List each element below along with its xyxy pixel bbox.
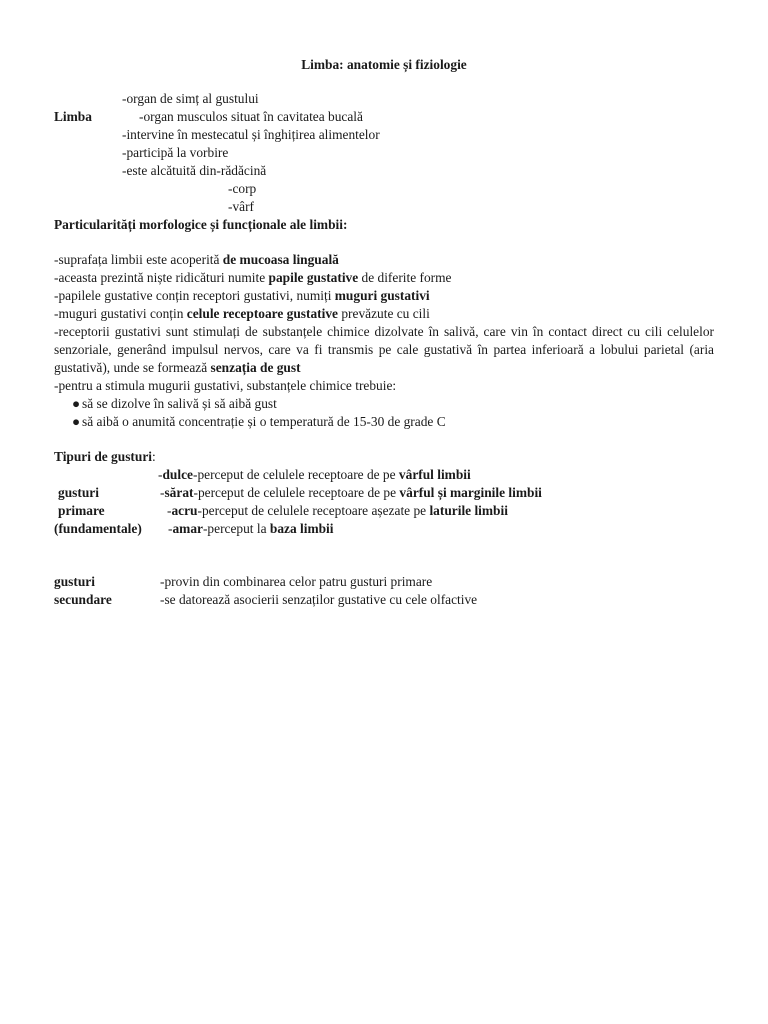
paragraph-justified xyxy=(54,323,714,377)
intro-item: -organ de simț al gustului xyxy=(122,91,259,106)
paragraph-line xyxy=(54,287,430,305)
text-run: -receptorii gustativi sunt stimulați de substanțele chimice dizolvate în salivă, care vin în contact direct cu cili celulelor senzoriale, generând impulsul nervos, care va fi transmis pe cale gustativă în partea inferioară a lobului parietal (aria gustativă), unde se formează xyxy=(54,324,714,375)
paragraph-line xyxy=(54,305,430,323)
secondary-label: secundare xyxy=(54,592,112,607)
document-title: Limba: anatomie și fiziologie xyxy=(301,57,467,72)
intro-subitem: -vârf xyxy=(228,199,255,214)
intro-item: -este alcătuită din-rădăcină xyxy=(122,163,267,178)
taste-secondary: -provin din combinarea celor patru gusturi primare xyxy=(160,574,433,589)
section-heading: Particularități morfologice și funcționale ale limbii: xyxy=(54,217,348,232)
text-run-bold: papile gustative xyxy=(268,270,359,285)
taste-primary: -acru-perceput de celulele receptoare așezate pe laturile limbii xyxy=(167,503,508,518)
taste-location: laturile limbii xyxy=(429,503,508,518)
primary-label: primare xyxy=(58,503,105,518)
taste-primary: -dulce-perceput de celulele receptoare de pe vârful limbii xyxy=(158,467,471,482)
text-run: -papilele gustative conțin receptori gustativi, numiți xyxy=(54,288,335,303)
taste-location: baza limbii xyxy=(269,521,334,536)
text-run: -aceasta prezintă niște ridicături numite xyxy=(54,270,269,285)
taste-primary: -sărat-perceput de celulele receptoare de pe vârful și marginile limbii xyxy=(160,485,542,500)
bullet-item xyxy=(72,395,277,413)
intro-item: -intervine în mestecatul și înghițirea alimentelor xyxy=(122,127,380,142)
bullet-item xyxy=(72,413,446,431)
bullet-text: să aibă o anumită concentrație și o temperatură de 15-30 de grade C xyxy=(82,414,446,429)
heading-colon: : xyxy=(151,449,156,464)
intro-label: Limba xyxy=(54,109,92,124)
text-run: prevăzute cu cili xyxy=(338,306,430,321)
taste-name: sărat xyxy=(164,485,194,500)
paragraph-line: -pentru a stimula mugurii gustativi, substanțele chimice trebuie: xyxy=(54,378,397,393)
intro-item: -organ musculos situat în cavitatea bucală xyxy=(139,109,363,124)
taste-desc: -perceput la xyxy=(202,521,270,536)
text-run: -suprafața limbii este acoperită xyxy=(54,252,223,267)
text-run-bold: de mucoasa linguală xyxy=(222,252,339,267)
section-heading xyxy=(54,448,156,466)
taste-name: amar xyxy=(172,521,203,536)
taste-desc: -perceput de celulele receptoare de pe xyxy=(193,485,400,500)
taste-name: dulce xyxy=(162,467,193,482)
heading-text: Tipuri de gusturi xyxy=(54,449,152,464)
taste-primary: -amar-perceput la baza limbii xyxy=(168,521,334,536)
bullet-text: să se dizolve în salivă și să aibă gust xyxy=(82,396,277,411)
bullet-icon: ● xyxy=(72,414,81,429)
text-run: -muguri gustativi conțin xyxy=(54,306,187,321)
intro-item: -participă la vorbire xyxy=(122,145,229,160)
primary-label: (fundamentale) xyxy=(54,521,142,536)
paragraph-line xyxy=(54,251,339,269)
text-run-bold: muguri gustativi xyxy=(334,288,430,303)
taste-location: vârful și marginile limbii xyxy=(399,485,542,500)
taste-desc: -perceput de celulele receptoare așezate pe xyxy=(197,503,430,518)
paragraph-line xyxy=(54,269,452,287)
bullet-icon: ● xyxy=(72,396,81,411)
intro-subitem: -corp xyxy=(228,181,257,196)
taste-secondary: -se datorează asocierii senzaților gustative cu cele olfactive xyxy=(160,592,478,607)
text-run-bold: celule receptoare gustative xyxy=(186,306,338,321)
secondary-label: gusturi xyxy=(54,574,95,589)
text-run-bold: senzația de gust xyxy=(210,360,301,375)
taste-location: vârful limbii xyxy=(398,467,471,482)
taste-name: acru xyxy=(171,503,198,518)
primary-label: gusturi xyxy=(58,485,99,500)
taste-desc: -perceput de celulele receptoare de pe xyxy=(192,467,399,482)
text-run: de diferite forme xyxy=(358,270,452,285)
